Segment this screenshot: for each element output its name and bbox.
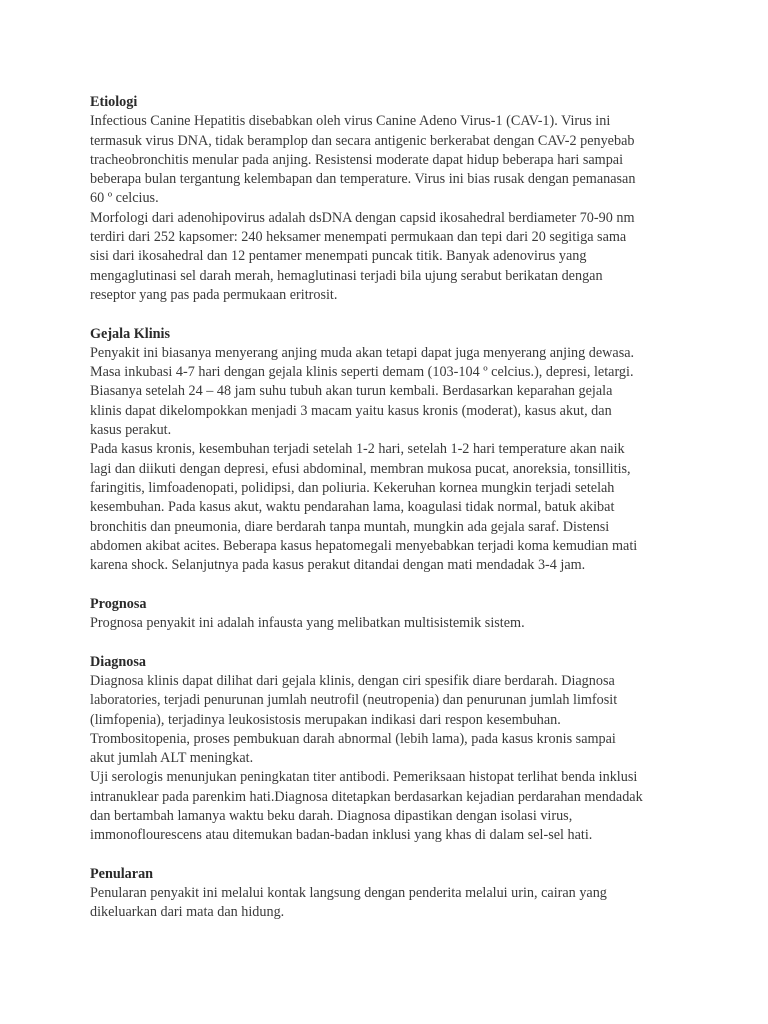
section-gejala-klinis xyxy=(90,325,690,576)
section-heading: Etiologi xyxy=(90,94,138,110)
text-line: Masa inkubasi 4-7 hari dengan gejala klinis seperti demam (103-104 º celcius.), depresi, letargi. xyxy=(90,364,634,381)
text-line: Prognosa penyakit ini adalah infausta yang melibatkan multisistemik sistem. xyxy=(90,615,525,632)
text-line: intranuklear pada parenkim hati.Diagnosa ditetapkan berdasarkan kejadian perdarahan mendadak xyxy=(90,788,643,805)
text-line: Trombositopenia, proses pembukuan darah abnormal (lebih lama), pada kasus kronis sampai xyxy=(90,730,616,747)
section-heading: Gejala Klinis xyxy=(90,325,171,342)
text-line: tracheobronchitis menular pada anjing. Resistensi moderate dapat hidup beberapa hari sampai xyxy=(90,151,624,168)
text-line: klinis dapat dikelompokkan menjadi 3 macam yaitu kasus kronis (moderat), kasus akut, dan xyxy=(90,402,612,419)
document-page xyxy=(90,93,690,942)
paragraph xyxy=(90,440,690,575)
section-penularan xyxy=(90,865,690,923)
paragraph xyxy=(90,112,690,208)
text-line: Biasanya setelah 24 – 48 jam suhu tubuh akan turun kembali. Berdasarkan keparahan gejala xyxy=(90,383,613,400)
text-line: immonoflourescens atau ditemukan badan-badan inklusi yang khas di dalam sel-sel hati. xyxy=(90,827,593,844)
text-line: Uji serologis menunjukan peningkatan titer antibodi. Pemeriksaan histopat terlihat benda inklusi xyxy=(90,769,638,786)
text-line: terdiri dari 252 kapsomer: 240 heksamer menempati permukaan dan tepi dari 20 segitiga sama xyxy=(90,229,627,246)
text-line: reseptor yang pas pada permukaan eritrosit. xyxy=(90,286,338,303)
text-line: dan bertambah lamanya waktu beku darah. Diagnosa dipastikan dengan isolasi virus, xyxy=(90,807,573,824)
paragraph xyxy=(90,209,690,305)
paragraph xyxy=(90,614,690,633)
section-heading: Prognosa xyxy=(90,595,147,612)
text-line: Morfologi dari adenohipovirus adalah dsDNA dengan capsid ikosahedral berdiameter 70-90 nm xyxy=(90,209,635,226)
text-line: 60 º celcius. xyxy=(90,190,159,207)
text-line: sisi dari ikosahedral dan 12 pentamer menempati puncak titik. Banyak adenovirus yang xyxy=(90,248,587,265)
paragraph xyxy=(90,768,690,845)
text-line: laboratories, terjadi penurunan jumlah neutrofil (neutropenia) dan penurunan jumlah limfosit xyxy=(90,692,618,709)
section-prognosa xyxy=(90,595,690,634)
text-line: dikeluarkan dari mata dan hidung. xyxy=(90,904,285,921)
text-line: kesembuhan. Pada kasus akut, waktu pendarahan lama, koagulasi tidak normal, batuk akibat xyxy=(90,499,615,516)
text-line: abdomen akibat acites. Beberapa kasus hepatomegali menyebabkan terjadi koma kemudian mati xyxy=(90,537,638,554)
text-line: termasuk virus DNA, tidak beramplop dan secara antigenic berkerabat dengan CAV-2 penyebab xyxy=(90,132,635,149)
text-line: Diagnosa klinis dapat dilihat dari gejala klinis, dengan ciri spesifik diare berdarah. Diagnosa xyxy=(90,672,615,689)
paragraph xyxy=(90,344,690,440)
text-line: Pada kasus kronis, kesembuhan terjadi setelah 1-2 hari, setelah 1-2 hari temperature akan naik xyxy=(90,441,625,458)
section-etiologi xyxy=(90,93,690,305)
text-line: (limfopenia), terjadinya leukosistosis merupakan indikasi dari respon kesembuhan. xyxy=(90,711,561,728)
section-heading: Penularan xyxy=(90,865,154,882)
section-diagnosa xyxy=(90,653,690,846)
text-line: kasus perakut. xyxy=(90,422,172,439)
paragraph xyxy=(90,672,690,768)
paragraph xyxy=(90,884,690,923)
text-line: bronchitis dan pneumonia, diare berdarah tanpa muntah, mungkin ada gejala saraf. Distensi xyxy=(90,518,610,535)
section-heading: Diagnosa xyxy=(90,653,146,670)
text-line: beberapa bulan tergantung kelembapan dan temperature. Virus ini bias rusak dengan pemanasan xyxy=(90,171,636,188)
text-line: mengaglutinasi sel darah merah, hemaglutinasi terjadi bila ujung serabut berikatan dengan xyxy=(90,267,603,284)
text-line: lagi dan diikuti dengan depresi, efusi abdominal, membran mukosa pucat, anoreksia, tonsillitis, xyxy=(90,460,631,477)
text-line: karena shock. Selanjutnya pada kasus perakut ditandai dengan mati mendadak 3-4 jam. xyxy=(90,557,586,574)
text-line: faringitis, limfoadenopati, polidipsi, dan poliuria. Kekeruhan kornea mungkin terjadi setelah xyxy=(90,479,615,496)
text-line: Penyakit ini biasanya menyerang anjing muda akan tetapi dapat juga menyerang anjing dewasa. xyxy=(90,344,635,361)
text-line: Penularan penyakit ini melalui kontak langsung dengan penderita melalui urin, cairan yang xyxy=(90,885,607,902)
text-line: Infectious Canine Hepatitis disebabkan oleh virus Canine Adeno Virus-1 (CAV-1). Virus ini xyxy=(90,113,611,130)
text-line: akut jumlah ALT meningkat. xyxy=(90,750,254,767)
